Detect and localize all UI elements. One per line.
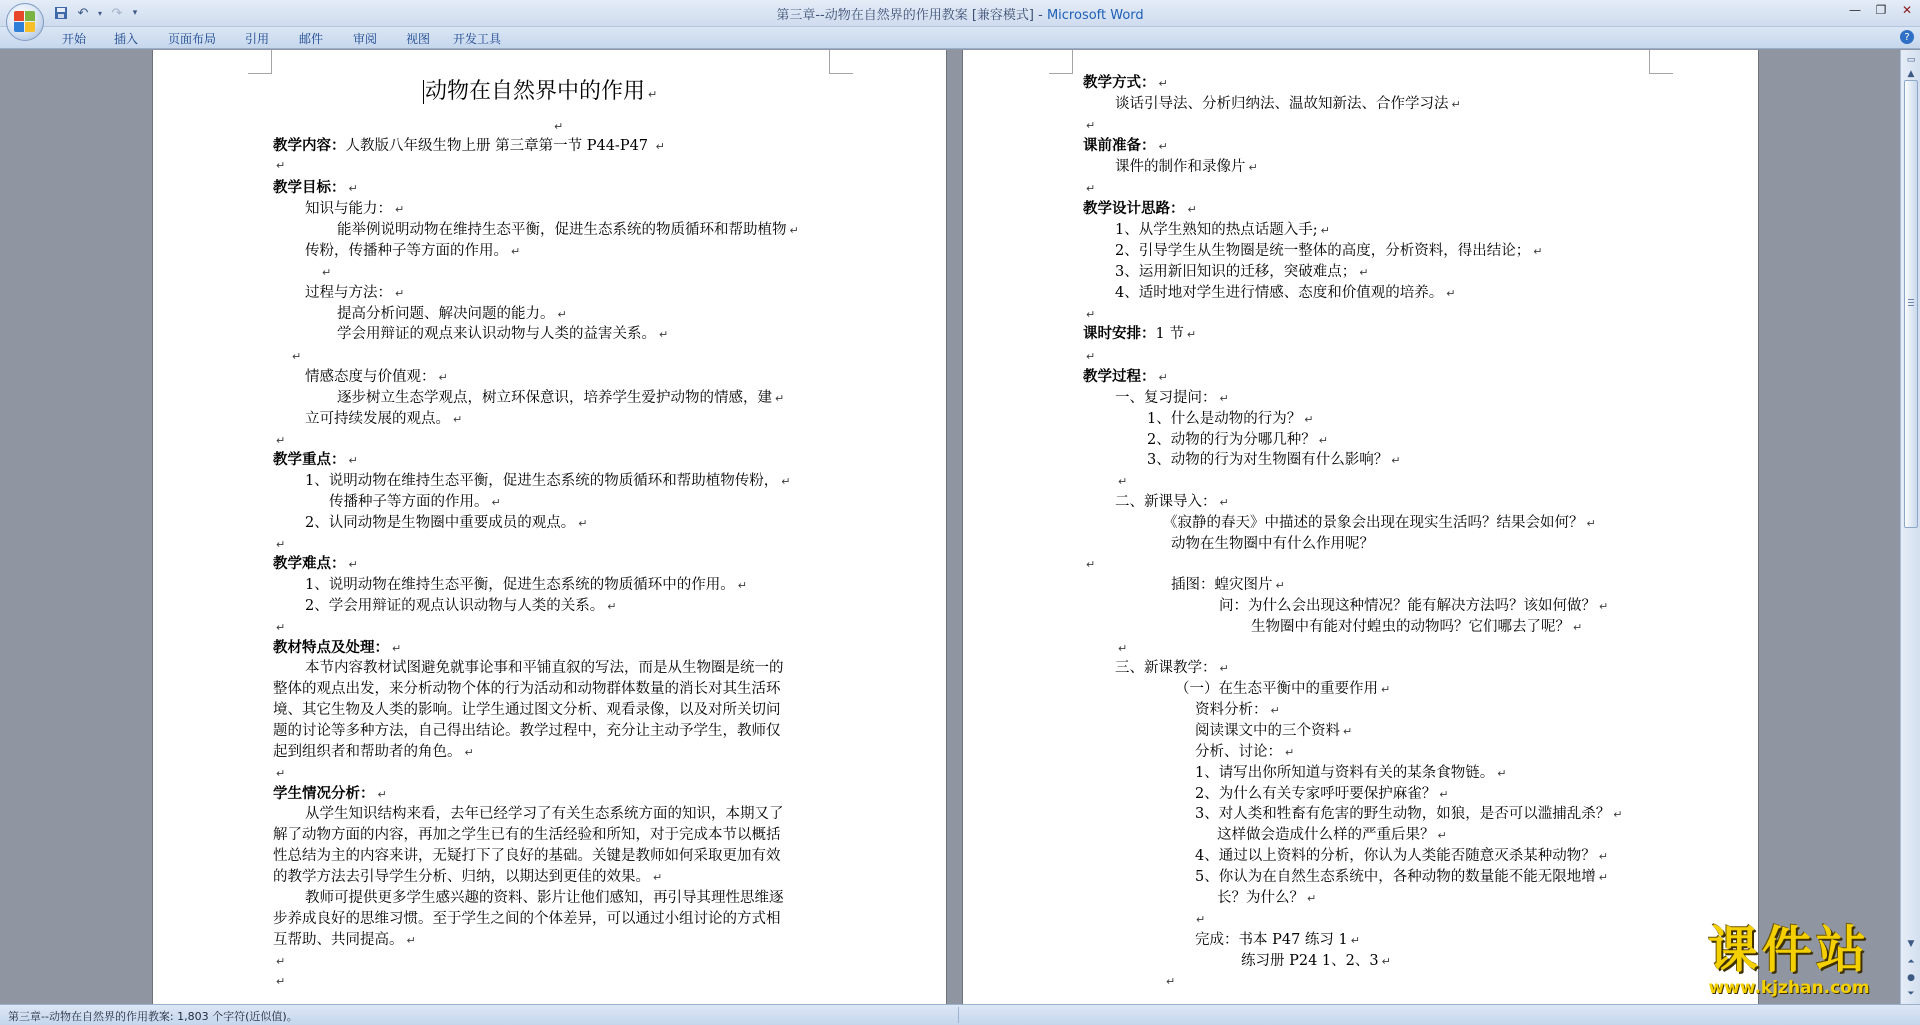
material-label: 资料分析： ↵ xyxy=(1195,702,1280,718)
goal-label: 情感态度与价值观： ↵ xyxy=(305,369,448,385)
textbook-text: 整体的观点出发，来分析动物个体的行为活动和动物群体数量的消长对其生活环 xyxy=(273,681,781,697)
watermark-logo xyxy=(1664,922,1914,1004)
vertical-scrollbar[interactable] xyxy=(1900,50,1920,1004)
app-name: Microsoft Word xyxy=(1046,8,1144,23)
goal-label: 知识与能力： ↵ xyxy=(305,201,405,217)
document-page-left[interactable] xyxy=(152,50,947,1004)
process-step-heading: 二、新课导入： ↵ xyxy=(1115,494,1229,510)
process-step-heading: 一、复习提问： ↵ xyxy=(1115,390,1229,406)
students-text: 教师可提供更多学生感兴趣的资料、影片让他们感知，再引导其理性思维逐 xyxy=(305,890,784,906)
section-heading-textbook: 教材特点及处理： ↵ xyxy=(273,640,402,656)
design-item: 2、引导学生从生物圈是统一整体的高度，分析资料，得出结论； ↵ xyxy=(1115,243,1543,259)
tab-insert[interactable]: 插入 xyxy=(113,32,138,46)
crop-mark xyxy=(1049,50,1073,74)
difficulty-item: 2、学会用辩证的观点认识动物与人类的关系。 ↵ xyxy=(305,598,617,614)
section-heading-key-points: 教学重点： ↵ xyxy=(273,452,358,468)
intro-text: 动物在生物圈中有什么作用呢？ xyxy=(1171,536,1374,552)
scroll-up-icon[interactable]: ▲ xyxy=(1907,69,1915,79)
crop-mark xyxy=(1649,50,1673,74)
class-hours: 课时安排：1 节 ↵ xyxy=(1083,326,1197,342)
paragraph-mark: ↵ xyxy=(276,434,286,447)
illustration-line: 插图：蝗灾图片 ↵ xyxy=(1171,577,1285,593)
question-text: 生物圈中有能对付蝗虫的动物吗？它们哪去了呢？ ↵ xyxy=(1251,619,1583,635)
title-bar xyxy=(0,0,1920,27)
status-bar xyxy=(0,1004,1920,1025)
key-point-item: 1、说明动物在维持生态平衡，促进生态系统的物质循环和帮助植物传粉， ↵ xyxy=(305,473,791,489)
customize-icon[interactable]: ▾ xyxy=(132,8,138,18)
goal-text: 能举例说明动物在维持生态平衡，促进生态系统的物质循环和帮助植物 ↵ xyxy=(337,222,799,238)
help-icon[interactable]: ? xyxy=(1900,30,1914,44)
paragraph-mark: ↵ xyxy=(1118,475,1128,488)
discussion-question: 长？为什么？ ↵ xyxy=(1217,890,1317,906)
section-heading-method: 教学方式： ↵ xyxy=(1083,75,1168,91)
students-text: 步养成良好的思维习惯。至于学生之间的个体差异，可以通过小组讨论的方式相 xyxy=(273,911,781,927)
tab-page-layout[interactable]: 页面布局 xyxy=(167,32,216,46)
design-item: 3、运用新旧知识的迁移，突破难点； ↵ xyxy=(1115,264,1369,280)
paragraph-mark: ↵ xyxy=(1166,975,1176,988)
watermark-text: 课件站 xyxy=(1708,921,1870,979)
paragraph-mark: ↵ xyxy=(1086,119,1096,132)
textbook-text: 题的讨论等多种方法，自己得出结论。教学过程中，充分让主动予学生，教师仅 xyxy=(273,723,781,739)
section-heading-design: 教学设计思路： ↵ xyxy=(1083,201,1197,217)
teaching-content: 教学内容：人教版八年级生物上册 第三章第一节 P44-P47 ↵ xyxy=(273,138,665,154)
section-heading-students: 学生情况分析： ↵ xyxy=(273,786,387,802)
tab-view[interactable]: 视图 xyxy=(405,32,430,46)
document-page-right[interactable] xyxy=(962,50,1759,1004)
goal-label: 过程与方法： ↵ xyxy=(305,285,405,301)
paragraph-mark: ↵ xyxy=(1086,558,1096,571)
window-controls xyxy=(1842,0,1920,20)
paragraph-mark: ↵ xyxy=(276,621,286,634)
key-point-item: 2、认同动物是生物圈中重要成员的观点。 ↵ xyxy=(305,515,588,531)
paragraph-mark: ↵ xyxy=(276,767,286,780)
status-text: 第三章--动物在自然界的作用教案: 1,803 个字符(近似值)。 xyxy=(8,1010,298,1023)
close-icon[interactable]: ✕ xyxy=(1901,3,1913,17)
design-item: 1、从学生熟知的热点话题入手; ↵ xyxy=(1115,222,1330,238)
difficulty-item: 1、说明动物在维持生态平衡，促进生态系统的物质循环中的作用。 ↵ xyxy=(305,577,747,593)
intro-text: 《寂静的春天》中描述的景象会出现在现实生活吗？结果会如何？ ↵ xyxy=(1163,515,1596,531)
students-text: 的教学方法去引导学生分析、归纳，以期达到更佳的效果。 ↵ xyxy=(273,869,663,885)
review-question: 1、什么是动物的行为？ ↵ xyxy=(1147,411,1314,427)
discussion-question: 3、对人类和牲畜有危害的野生动物，如狼，是否可以滥捕乱杀？ ↵ xyxy=(1195,806,1623,822)
document-title: 第三章--动物在自然界的作用教案 [兼容模式] - xyxy=(776,8,1047,23)
tab-review[interactable]: 审阅 xyxy=(352,32,377,46)
discussion-question: 1、请写出你所知道与资料有关的某条食物链。 ↵ xyxy=(1195,765,1507,781)
scroll-down-icon[interactable]: ▼ xyxy=(1907,939,1915,949)
assignment-line: 练习册 P24 1、2、3 ↵ xyxy=(1241,953,1391,969)
design-item: 4、适时地对学生进行情感、态度和价值观的培养。 ↵ xyxy=(1115,285,1456,301)
textbook-text: 本节内容教材试图避免就事论事和平铺直叙的写法，而是从生物圈是统一的 xyxy=(305,660,784,676)
status-divider xyxy=(958,1007,959,1023)
undo-icon[interactable]: ↶ xyxy=(77,5,89,21)
paragraph-mark: ↵ xyxy=(276,538,286,551)
tab-mailings[interactable]: 邮件 xyxy=(298,32,323,46)
paragraph-mark: ↵ xyxy=(1196,913,1206,926)
goal-text: 逐步树立生态学观点，树立环保意识，培养学生爱护动物的情感，建 ↵ xyxy=(337,390,785,406)
maximize-icon[interactable]: ❐ xyxy=(1875,3,1887,17)
document-heading: 动物在自然界中的作用 ↵ xyxy=(425,79,658,104)
preparation-text: 课件的制作和录像片 ↵ xyxy=(1115,159,1258,175)
paragraph-mark: ↵ xyxy=(1118,642,1128,655)
ribbon-tab-bar xyxy=(0,27,1920,49)
paragraph-mark: ↵ xyxy=(322,266,332,279)
section-heading-goals: 教学目标： ↵ xyxy=(273,180,358,196)
tab-home[interactable]: 开始 xyxy=(61,32,86,46)
subsection-heading: （一）在生态平衡中的重要作用 ↵ xyxy=(1175,681,1391,697)
text-cursor xyxy=(423,80,424,104)
method-text: 谈话引导法、分析归纳法、温故知新法、合作学习法 ↵ xyxy=(1115,96,1461,112)
section-heading-process: 教学过程： ↵ xyxy=(1083,369,1168,385)
crop-mark xyxy=(829,50,853,74)
section-heading-difficulties: 教学难点： ↵ xyxy=(273,556,358,572)
discussion-question: 2、为什么有关专家呼吁要保护麻雀？ ↵ xyxy=(1195,786,1449,802)
key-point-item: 传播种子等方面的作用。 ↵ xyxy=(329,494,501,510)
goal-text: 立可持续发展的观点。 ↵ xyxy=(305,411,463,427)
students-text: 互帮助、共同提高。 ↵ xyxy=(273,932,416,948)
paragraph-mark: ↵ xyxy=(1086,350,1096,363)
paragraph-mark: ↵ xyxy=(1086,308,1096,321)
window-title xyxy=(0,4,1920,23)
office-logo-icon xyxy=(14,11,36,33)
section-heading-preparation: 课前准备： ↵ xyxy=(1083,138,1168,154)
ribbon-tabs xyxy=(50,29,510,48)
ruler-toggle-icon[interactable]: ▭ xyxy=(1906,55,1916,65)
review-question: 2、动物的行为分哪几种？ ↵ xyxy=(1147,432,1328,448)
discussion-question: 这样做会造成什么样的严重后果？ ↵ xyxy=(1217,827,1447,843)
paragraph-mark: ↵ xyxy=(276,955,286,968)
process-step-heading: 三、新课教学： ↵ xyxy=(1115,660,1229,676)
paragraph-mark: ↵ xyxy=(276,975,286,988)
browse-object-icon[interactable]: ● xyxy=(1907,973,1915,983)
crop-mark xyxy=(248,50,272,74)
next-page-icon[interactable]: ⏷ xyxy=(1907,989,1915,999)
paragraph-mark: ↵ xyxy=(292,350,302,363)
watermark-url: www.kjzhan.com xyxy=(1708,978,1870,998)
goal-text: 学会用辩证的观点来认识动物与人类的益害关系。 ↵ xyxy=(337,326,669,342)
read-instruction: 阅读课文中的三个资料 ↵ xyxy=(1195,723,1353,739)
minimize-icon[interactable]: — xyxy=(1849,3,1861,17)
paragraph-mark: ↵ xyxy=(554,120,564,133)
textbook-text: 境、其它生物及人类的影响。让学生通过图文分析、观看录像，以及对所关切问 xyxy=(273,702,781,718)
undo-dropdown-icon[interactable]: ▾ xyxy=(97,8,102,18)
assignment-line: 完成：书本 P47 练习 1 ↵ xyxy=(1195,932,1360,948)
discussion-question: 4、通过以上资料的分析，你认为人类能否随意灭杀某种动物？ ↵ xyxy=(1195,848,1608,864)
students-text: 性总结为主的内容来讲，无疑打下了良好的基础。关键是教师如何采取更加有效 xyxy=(273,848,781,864)
students-text: 解了动物方面的内容，再加之学生已有的生活经验和所知，对于完成本节以概括 xyxy=(273,827,781,843)
document-workspace xyxy=(0,50,1900,1004)
paragraph-mark: ↵ xyxy=(1086,182,1096,195)
students-text: 从学生知识结构来看，去年已经学习了有关生态系统方面的知识，本期又了 xyxy=(305,806,784,822)
tab-references[interactable]: 引用 xyxy=(244,32,269,46)
tab-developer[interactable]: 开发工具 xyxy=(452,32,501,46)
paragraph-mark: ↵ xyxy=(276,159,286,172)
goal-text: 提高分析问题、解决问题的能力。 ↵ xyxy=(337,306,567,322)
discuss-label: 分析、讨论： ↵ xyxy=(1195,744,1295,760)
question-text: 问：为什么会出现这种情况？能有解决方法吗？该如何做？ ↵ xyxy=(1219,598,1609,614)
office-button[interactable] xyxy=(6,3,44,41)
discussion-question: 5、你认为在自然生态系统中，各种动物的数量能不能无限地增 ↵ xyxy=(1195,869,1608,885)
textbook-text: 起到组织者和帮助者的角色。 ↵ xyxy=(273,744,474,760)
goal-text: 传粉，传播种子等方面的作用。 ↵ xyxy=(305,243,521,259)
review-question: 3、动物的行为对生物圈有什么影响？ ↵ xyxy=(1147,452,1401,468)
previous-page-icon[interactable]: ⏶ xyxy=(1907,957,1915,967)
redo-icon[interactable]: ↷ xyxy=(111,5,123,21)
scrollbar-thumb[interactable] xyxy=(1904,80,1918,528)
